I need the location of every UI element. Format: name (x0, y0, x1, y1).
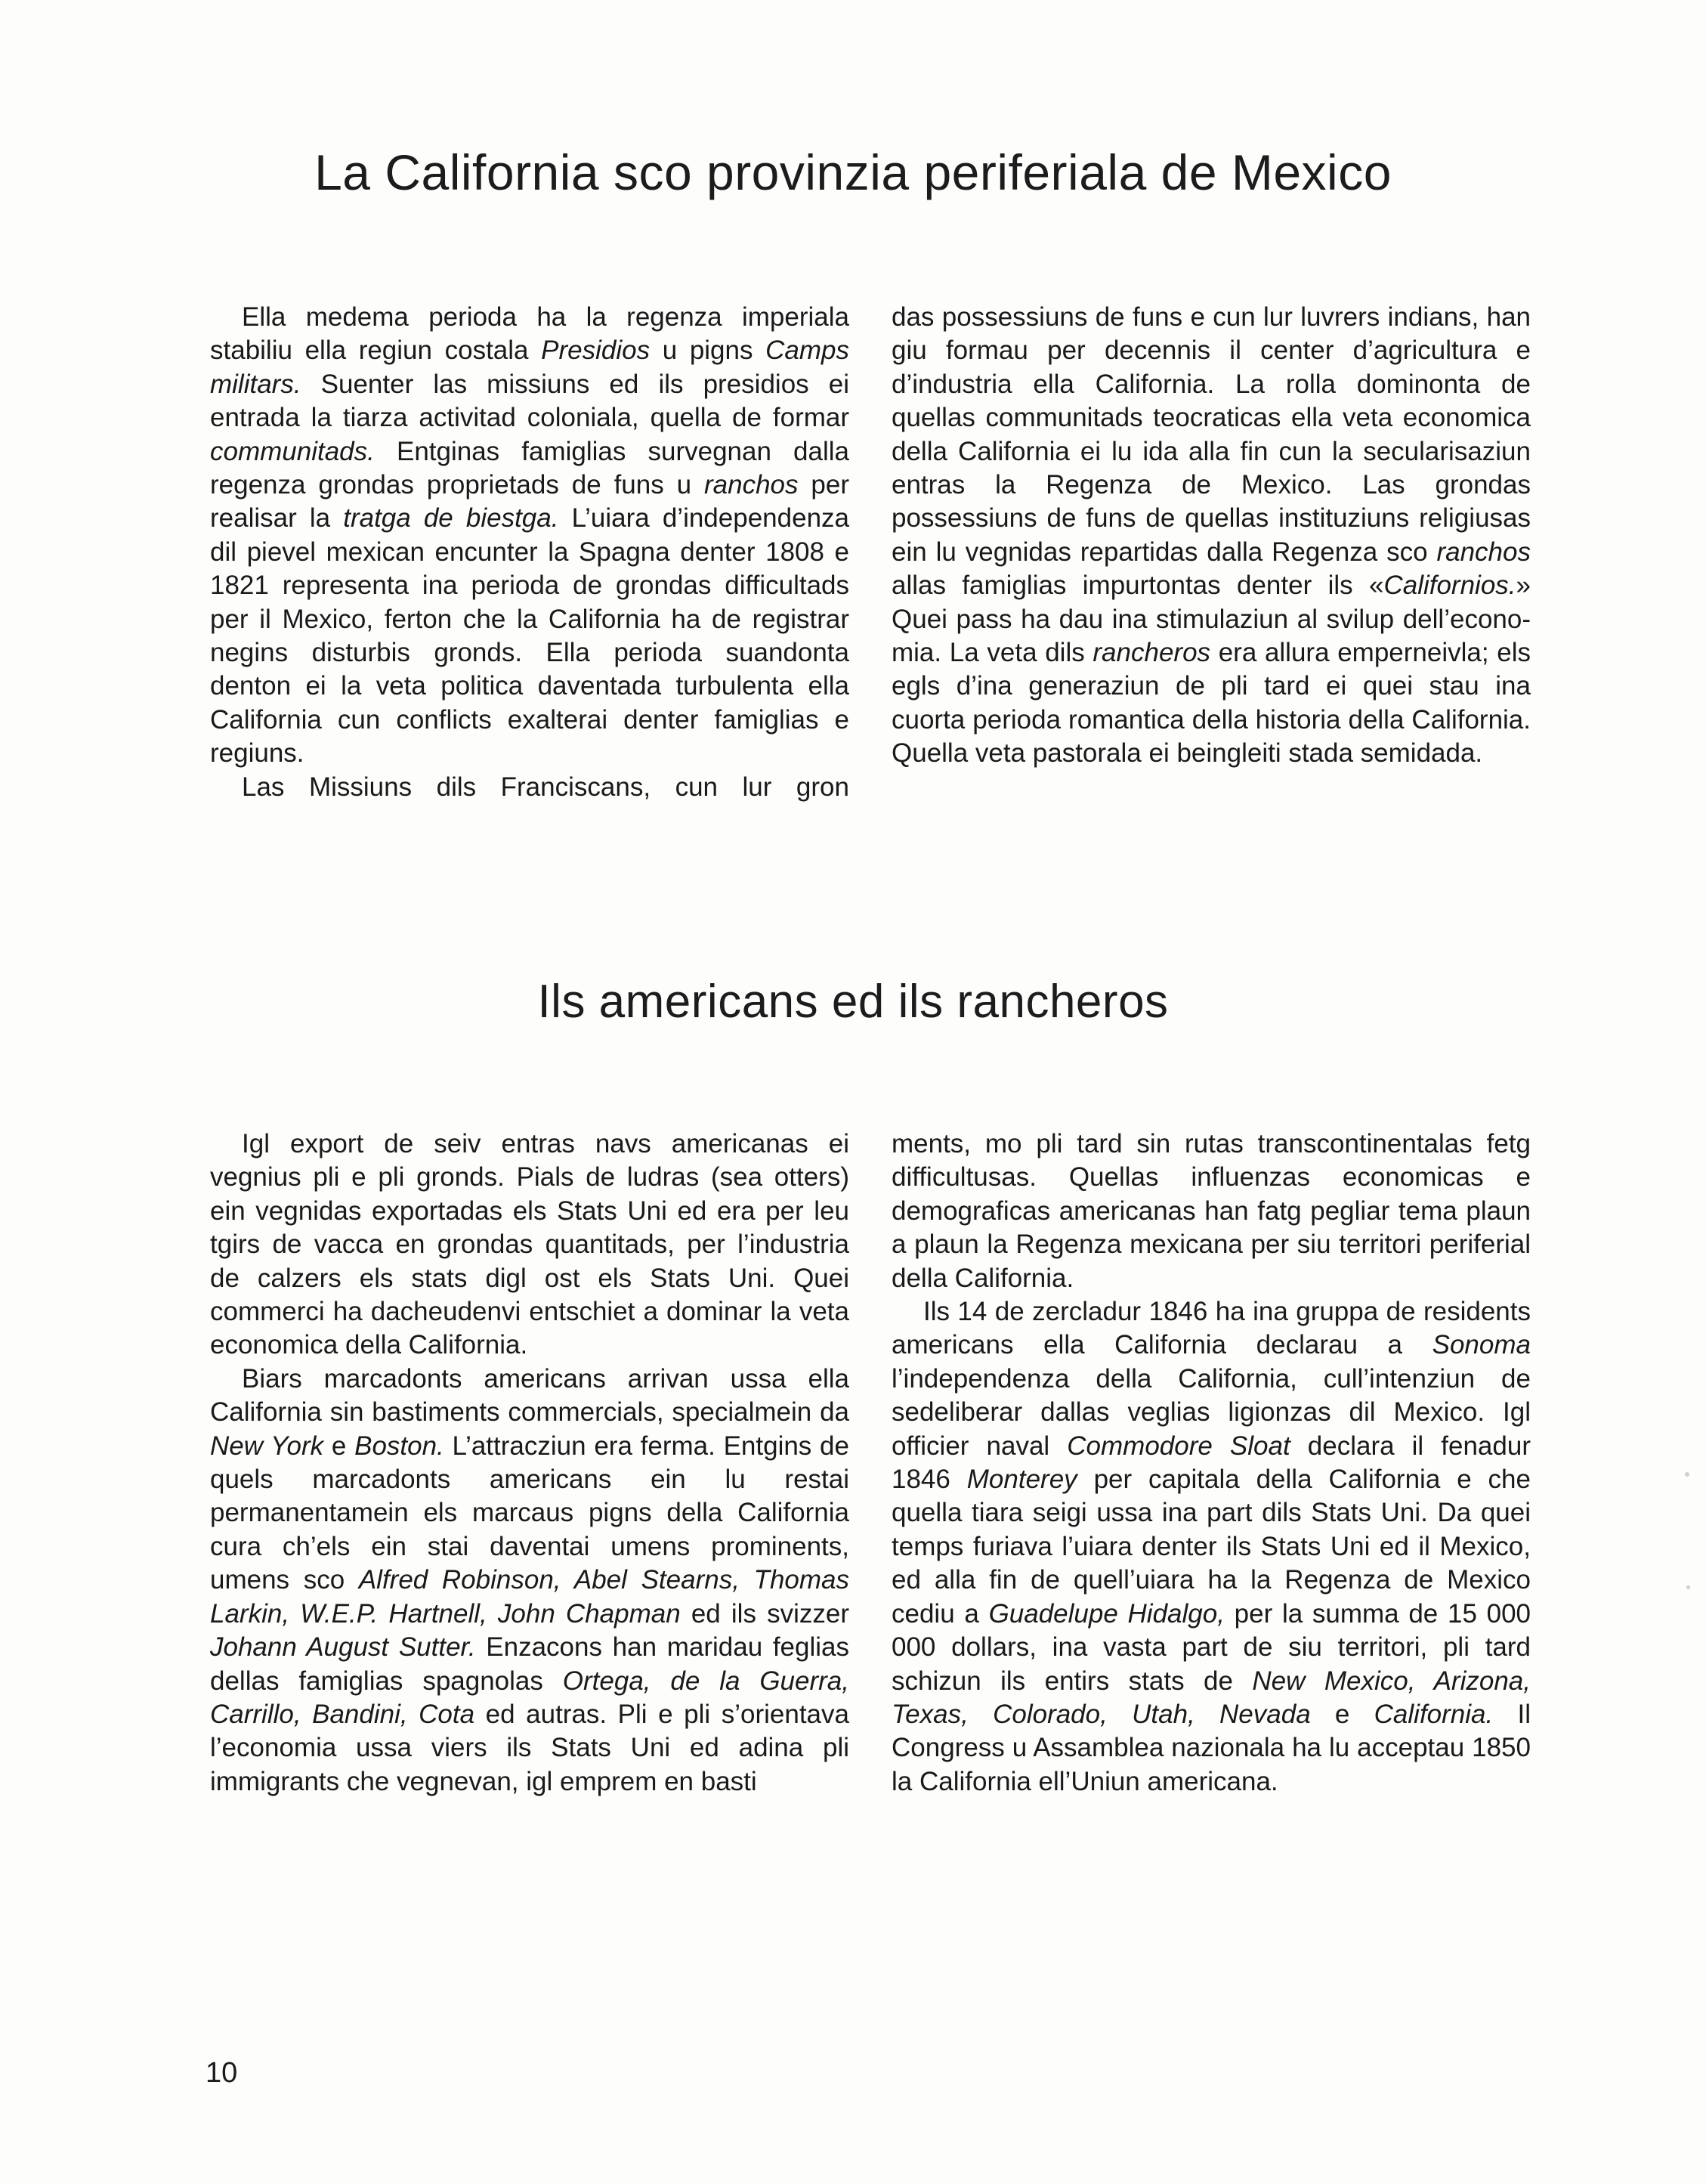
text-run: allas famiglias impurtontas denter ils « (892, 571, 1384, 601)
scan-speck (1685, 1472, 1689, 1477)
text-run: per capitala della California e che quella tiara seigi ussa ina part dils Stats Uni. Da quei temps furiava l’uiara denter ils Stats Uni ed il Mexico, ed alla fin de quell’uiara ha la Regenza de Mexico cediu a (892, 1465, 1531, 1629)
italic-run: ranchos (703, 470, 799, 500)
italic-run: ranchos (1436, 537, 1531, 567)
italic-run: New York (210, 1431, 324, 1461)
italic-run: Sonoma (1432, 1330, 1531, 1360)
text-run: ed ils svizzer (680, 1598, 849, 1629)
italic-run: Ortega, de la Guerra, Carrillo, Bandini, Cota (210, 1666, 849, 1729)
text-run: das possessiuns de funs e cun lur luvrers indians, han giu formau per decennis il center d’agricultura e d’industria ella California. La rolla dominonta de quellas communitads teocraticas ella veta economica della California ei lu ida alla fin cun la secularisaziun entras la Regenza de Mexico. Las grondas possessiuns de funs de quellas instituziuns religiusas ein lu vegnidas repartidas dalla Regenza sco (892, 302, 1531, 567)
italic-run: New Mexico, Arizona, Texas, Colorado, Utah, Nevada (892, 1666, 1531, 1729)
text-run: declara il fenadur 1846 (892, 1431, 1531, 1495)
text-run: Suenter las missiuns ed ils presidios ei entrada la tiarza activitad coloniala, quella de formar (210, 369, 849, 433)
paragraph (210, 1128, 849, 1363)
text-run: ed autras. Pli e pli s’orientava l’economia ussa viers ils Stats Uni ed adina pli immigrants che vegnevan, igl emprem en basti (210, 1699, 849, 1796)
italic-run: Californios. (1383, 571, 1516, 601)
text-run: u pigns (650, 336, 766, 366)
italic-run: California. (1374, 1699, 1494, 1729)
paragraph (210, 1363, 849, 1799)
page-number: 10 (206, 2057, 238, 2089)
paragraph (892, 1128, 1531, 1295)
text-run: Las Missiuns dils Franciscans, cun lur gron (242, 772, 849, 802)
text-run: » Quei pass ha dau ina stimulaziun al svilup dell’economia. La veta dils (892, 571, 1531, 668)
text-run: Il Congress u Assamblea nazionala ha lu acceptau 1850 la California ell’Uniun americana. (892, 1699, 1531, 1796)
italic-run: tratga de biestga. (343, 503, 559, 534)
section-2-heading: Ils americans ed ils rancheros (537, 976, 1169, 1028)
section-1-column-right (892, 301, 1531, 771)
text-run: L’uiara d’independenza dil pievel mexican encunter la Spagna denter 1808 e 1821 representa ina perioda de grondas difficultads per il Mexico, ferton che la California ha de registrar negins disturbis gronds. Ella perioda suandonta denton ei la veta politica daventada turbulenta ella California cun conflicts exalterai denter famiglias e regiuns. (210, 503, 849, 769)
text-run: L’attracziun era ferma. Entgins de quels marcadonts americans ein lu restai permanentamein els marcaus pigns della California cura ch’els ein stai daventai umens prominents, umens sco (210, 1431, 849, 1595)
section-1-heading: La California sco provinzia periferiala de Mexico (314, 144, 1392, 200)
text-run: Entginas famiglias survegnan dalla regenza grondas proprietads de funs u (210, 436, 849, 500)
text-run: era allura emperneіvla; els egls d’ina generaziun de pli tard ei quei stau ina cuorta perioda romantica della historia della California. Quella veta pastorala ei beingleiti stada semidada. (892, 638, 1531, 769)
text-run: per la summa de 15 000 000 dollars, ina vasta part de siu territori, pli tard schizun ils entirs stats de (892, 1598, 1531, 1696)
paragraph (892, 301, 1531, 771)
text-run: e (323, 1431, 355, 1461)
text-run: Ils 14 de zercladur 1846 ha ina gruppa de residents americans ella California declarau a (892, 1297, 1531, 1360)
paragraph (892, 1295, 1531, 1799)
paragraph (210, 301, 849, 771)
italic-run: communitads. (210, 436, 375, 466)
italic-run: Commodore Sloat (1067, 1431, 1290, 1461)
italic-run: Johann August Sutter. (210, 1632, 476, 1663)
text-run: Enzacons han maridau feglias dellas famiglias spagnolas (210, 1632, 849, 1696)
scan-speck (1686, 1585, 1690, 1589)
section-2-column-left (210, 1128, 849, 1799)
text-run: Ella medema perioda ha la regenza imperiala stabiliu ella regiun costala (210, 302, 849, 366)
text-run: Biars marcadonts americans arrivan ussa ella California sin bastiments commercials, specialmein da (210, 1363, 849, 1428)
text-run: l’independenza della California, cull’intenziun de sedeliberar dallas veglias ligionzas dil Mexico. Igl officier naval (892, 1363, 1531, 1461)
italic-run: Alfred Robinson, Abel Stearns, Thomas Larkin, W.E.P. Hartnell, John Chapman (210, 1565, 849, 1629)
text-run: e (1310, 1699, 1374, 1729)
italic-run: Camps militars. (210, 336, 849, 399)
section-2-column-right (892, 1128, 1531, 1799)
italic-run: Guadelupe Hidalgo, (988, 1598, 1225, 1629)
italic-run: rancheros (1093, 638, 1211, 668)
italic-run: Presidios (541, 336, 651, 366)
paragraph (210, 771, 849, 804)
text-run: per realisar la (210, 470, 849, 534)
text-run: Igl export de seiv entras navs americanas ei vegnius pli e pli gronds. Pials de ludras (sea otters) ein vegnidas exportadas els Stats Uni ed era per leu tgirs de vacca en grondas quantitads, per l’industria de calzers els stats digl ost els Stats Uni. Quei commerci ha dacheudenvi entschiet a dominar la veta economica della California. (210, 1129, 849, 1360)
section-1-column-left (210, 301, 849, 804)
italic-run: Boston. (354, 1431, 444, 1461)
italic-run: Monterey (966, 1465, 1077, 1495)
text-run: ments, mo pli tard sin rutas transcontinentalas fetg difficultusas. Quellas influenzas economicas e demograficas americanas han fatg pegliar tema plaun a plaun la Regenza mexicana per siu territori periferial della California. (892, 1129, 1531, 1293)
